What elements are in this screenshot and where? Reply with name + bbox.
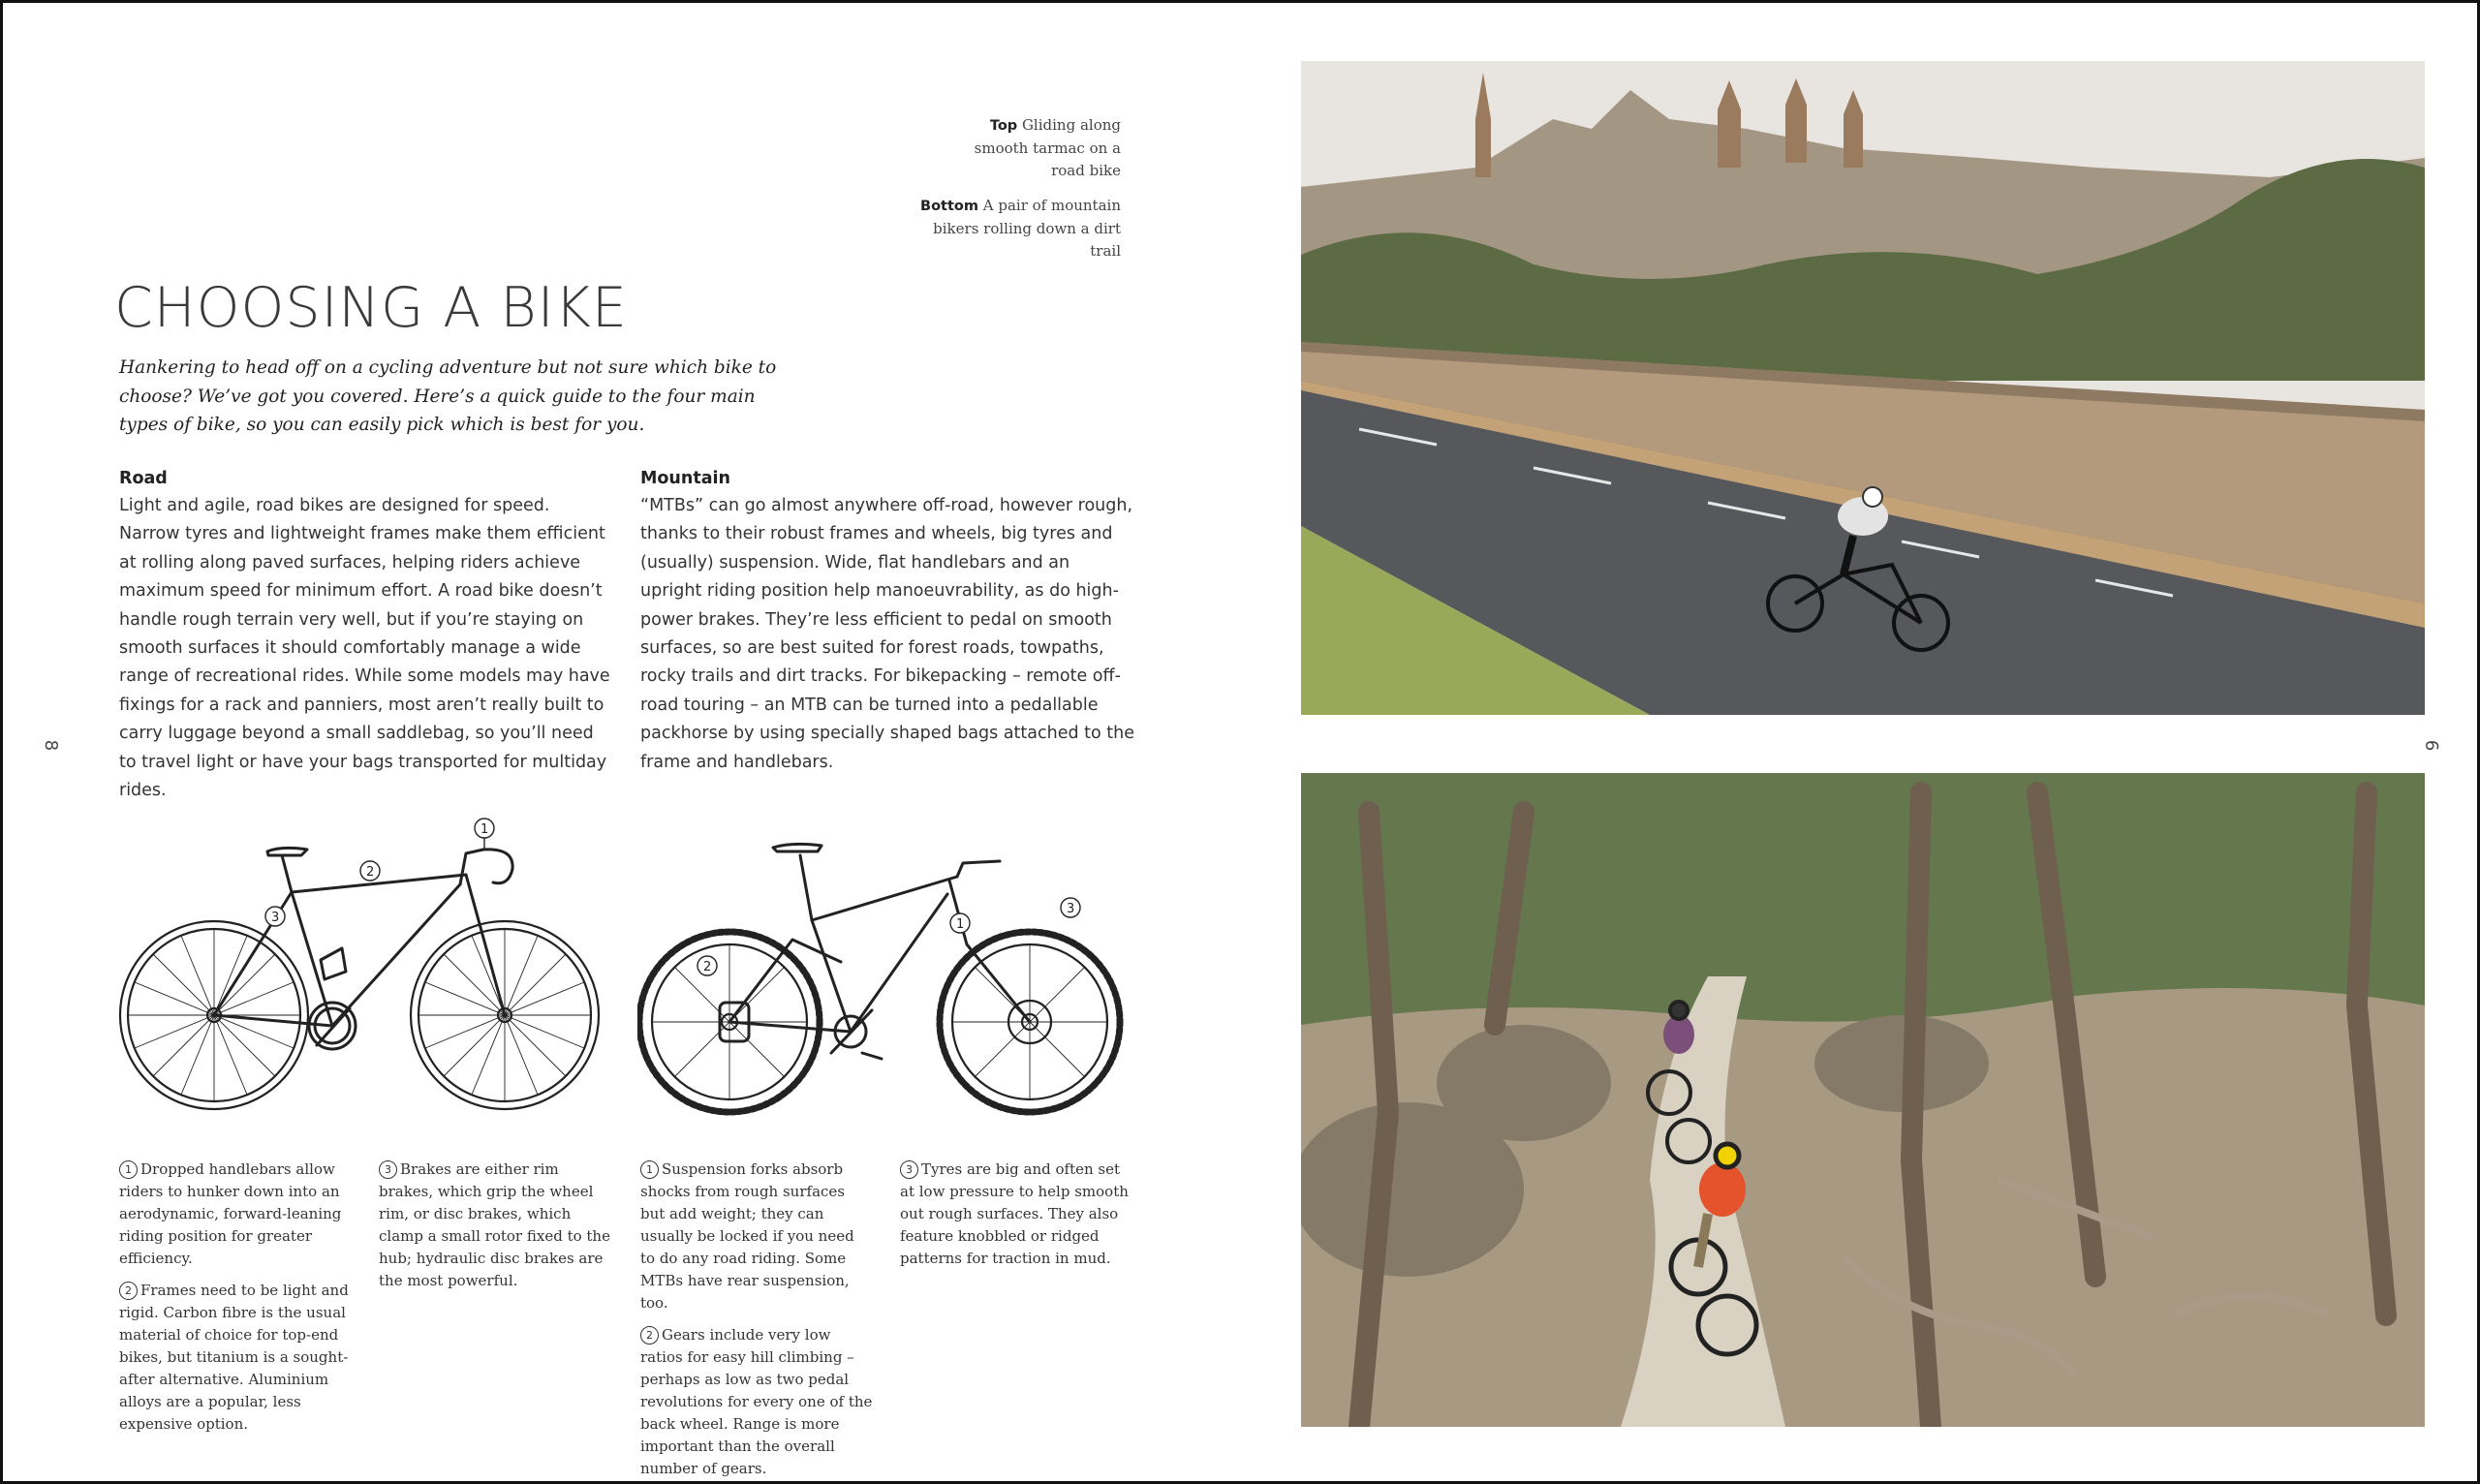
road-notes-col-2 [379,1159,611,1302]
note-item [900,1159,1132,1270]
mtb-notes-col-1 [640,1159,873,1484]
road-label-3: 3 [271,911,280,925]
mountain-bike-illustration [637,838,1132,1128]
road-label-2: 2 [366,865,375,880]
note-number-1: 1 [640,1160,659,1179]
mountain-section [640,469,1134,777]
road-body: Light and agile, road bikes are designed for speed. Narrow tyres and lightweight frames make them efficient at rolling along paved surfaces, helping riders achieve maximum speed for minimum effort. A road bike doesn’t handle rough terrain very well, but if you’re staying on smooth surfaces it should comfortably manage a wide range of recreational rides. While some models may have fixings for a rack and panniers, most aren’t really built to carry luggage beyond a small saddlebag, so you’ll need to travel light or have your bags transported for multiday rides. [119,496,610,801]
note-number-3: 3 [379,1160,397,1179]
mtb-label-1: 1 [956,917,965,932]
note-number-1: 1 [119,1160,138,1179]
note-number-2: 2 [119,1282,138,1300]
road-note-2: Frames need to be light and rigid. Carbon fibre is the usual material of choice for top-end bikes, but titanium is a sought-after alternative. Aluminium alloys are a popular, less expensive option. [119,1282,349,1433]
road-heading: Road [119,469,168,488]
page-number-right: 9 [2422,739,2443,752]
mountain-body: “MTBs” can go almost anywhere off-road, however rough, thanks to their robust frames and wheels, big tyres and (usually) suspension. Wide, flat handlebars and an upright riding position help manoeuvrability, as do high-power brakes. They’re less efficient to pedal on smooth surfaces, so are best suited for forest roads, towpaths, rocky trails and dirt tracks. For bikepacking – remote off-road touring – an MTB can be turned into a pedallable packhorse by using specially shaped bags attached to the frame and handlebars. [640,496,1135,772]
note-item [379,1159,611,1292]
note-number-3: 3 [900,1160,918,1179]
mountain-photo-illustration [1301,773,2425,1427]
road-photo-illustration [1301,61,2425,715]
mtb-note-2: Gears include very low ratios for easy hill climbing – perhaps as low as two pedal revolutions for every one of the back wheel. Range is more important than the overall number of gears. [640,1326,873,1477]
road-note-1: Dropped handlebars allow riders to hunker down into an aerodynamic, forward-leaning riding position for greater efficiency. [119,1160,342,1267]
page-number-left: 8 [41,739,62,752]
mtb-note-1: Suspension forks absorb shocks from rough surfaces but add weight; they can usually be locked if you need to do any road riding. Some MTBs have rear suspension, too. [640,1160,854,1312]
photo-caption-bottom [908,195,1121,263]
mountain-heading: Mountain [640,469,730,488]
note-item [119,1159,352,1270]
road-callouts [265,819,494,926]
mtb-label-3: 3 [1067,902,1075,916]
road-note-3: Brakes are either rim brakes, which grip the wheel rim, or disc brakes, which clamp a small rotor fixed to the hub; hydraulic disc brakes are the most powerful. [379,1160,610,1289]
mtb-note-3: Tyres are big and often set at low pressure to help smooth out rough surfaces. They also feature knobbled or ridged patterns for traction in mud. [900,1160,1129,1267]
caption-label-bottom: Bottom [920,199,978,214]
intro-paragraph: Hankering to head off on a cycling adventure but not sure which bike to choose? We’ve got you covered. Here’s a quick guide to the four main types of bike, so you can easily pick which is best for you. [119,357,777,435]
road-label-1: 1 [480,822,489,837]
note-item [640,1159,873,1314]
mtb-label-2: 2 [703,960,712,974]
road-bike-illustration [117,815,611,1125]
road-section [119,469,613,805]
photo-mountain-bikers [1301,773,2425,1427]
caption-text-top: Gliding along smooth tarmac on a road bike [974,116,1121,179]
note-item [640,1324,873,1480]
road-notes-col-1 [119,1159,352,1445]
note-item [119,1280,352,1436]
photo-caption-top [966,114,1121,182]
mtb-notes-col-2 [900,1159,1132,1280]
photo-road-cyclist [1301,61,2425,715]
caption-label-top: Top [989,118,1018,134]
note-number-2: 2 [640,1326,659,1345]
caption-text-bottom: A pair of mountain bikers rolling down a dirt trail [933,197,1121,260]
mtb-frame [720,844,1030,1059]
page-title: CHOOSING A BIKE [114,276,628,340]
